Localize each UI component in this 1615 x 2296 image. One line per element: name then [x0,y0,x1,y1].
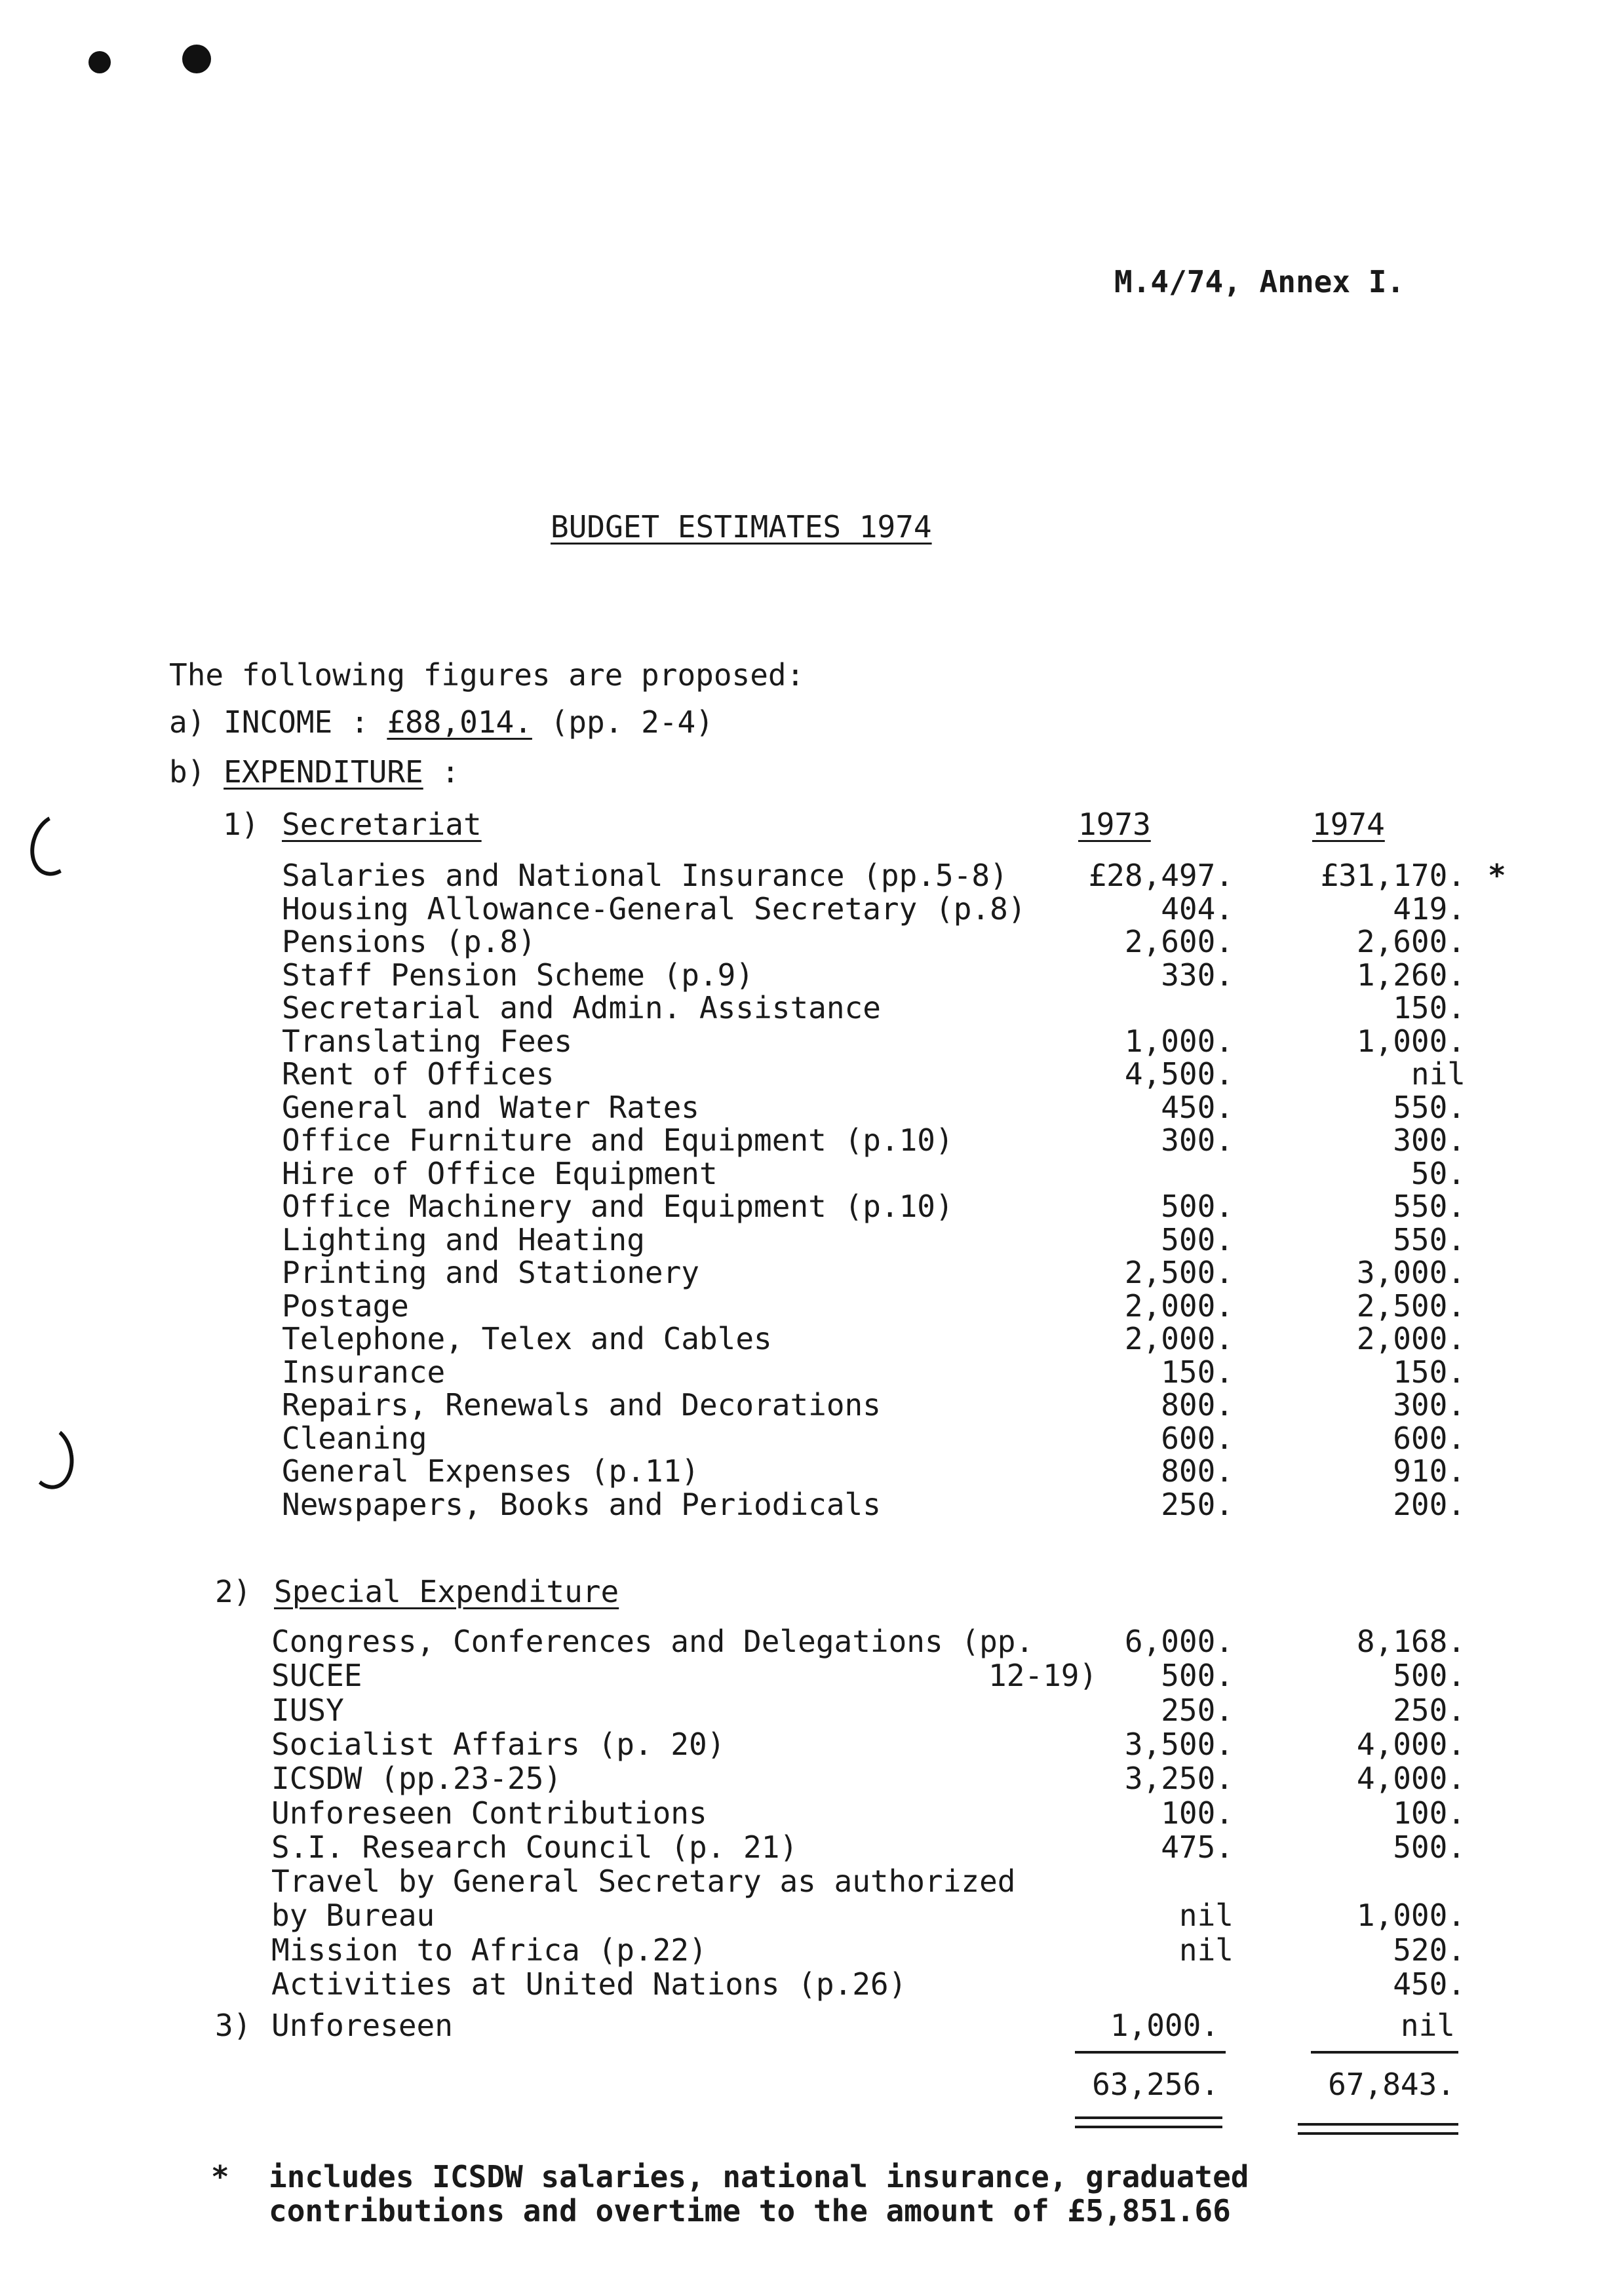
income-amount: £88,014. [387,704,532,740]
row-label: Pensions (p.8) [282,924,536,959]
subtotal-rule-1973 [1075,2051,1226,2054]
secretariat-heading: Secretariat [282,807,482,842]
row-value-1973: 2,000. [1124,1288,1234,1324]
expenditure-suffix: : [423,754,460,790]
special-heading: Special Expenditure [274,1574,619,1609]
row-value-1973: 100. [1161,1795,1234,1831]
row-value-1974: 100. [1393,1795,1466,1831]
row-value-1973: 330. [1161,957,1234,993]
row-value-1973: nil [1178,1932,1234,1968]
column-header-1974: 1974 [1312,807,1385,842]
row-value-1973: 600. [1161,1420,1234,1456]
document-reference: M.4/74, Annex I. [1114,264,1405,299]
row-label: Cleaning [282,1420,427,1456]
row-label: Housing Allowance-General Secretary (p.8) [282,890,1026,927]
row-label: IUSY [271,1692,344,1728]
footnote-mark: * [211,2159,229,2194]
row-value-1973: 3,250. [1124,1761,1234,1797]
row-value-1974: 250. [1393,1692,1466,1728]
row-value-1974: nil [1411,1056,1466,1092]
row-value-1974: 550. [1393,1089,1466,1125]
total-double-rule-1974-b [1298,2132,1458,2135]
secretariat-number: 1) [223,807,260,842]
punch-hole-left [88,51,111,73]
row-value-1974: 200. [1393,1486,1466,1522]
row-value-1973: 500. [1161,1189,1234,1224]
row-value-1974: 1,000. [1356,1023,1466,1059]
row-value-1973: 6,000. [1124,1624,1234,1659]
row-label: Hire of Office Equipment [282,1155,718,1191]
income-pages: (pp. 2-4) [532,704,714,740]
row-label: Repairs, Renewals and Decorations [282,1387,881,1423]
row-value-1973: 250. [1161,1692,1234,1728]
row-value-1973: 475. [1161,1829,1234,1865]
row-value-1973: 2,600. [1124,924,1234,959]
row-value-1974: 4,000. [1356,1761,1466,1797]
row-value-1974: 3,000. [1356,1255,1466,1290]
binder-hole-bottom [21,1421,79,1493]
row-label: Lighting and Heating [282,1221,645,1257]
row-value-1973: 3,500. [1124,1726,1234,1762]
row-label: Mission to Africa (p.22) [271,1932,707,1968]
row-note-mark: * [1488,858,1506,893]
row-value-1974: 550. [1393,1221,1466,1257]
row-label: Staff Pension Scheme (p.9) [282,957,754,993]
footnote-line-2: contributions and overtime to the amount of £5,851.66 [269,2193,1231,2229]
row-value-1974: 1,000. [1356,1898,1466,1934]
total-1973: 63,256. [1092,2067,1219,2102]
row-label: Rent of Offices [282,1056,555,1092]
row-label: Activities at United Nations (p.26) [271,1966,907,2002]
row-value-1973: 500. [1161,1658,1234,1694]
unforeseen-number: 3) [215,2008,252,2043]
row-value-1973: 250. [1161,1486,1234,1522]
row-value-1973: 500. [1161,1221,1234,1257]
row-value-1974: 8,168. [1356,1624,1466,1659]
row-value-1974: 300. [1393,1122,1466,1158]
row-label: S.I. Research Council (p. 21) [271,1829,798,1865]
row-value-1973: 404. [1161,890,1234,927]
row-label: General Expenses (p.11) [282,1453,699,1489]
unforeseen-1973: 1,000. [1110,2008,1219,2043]
row-label: Insurance [282,1354,446,1390]
row-value-1974: 150. [1393,1354,1466,1390]
row-label: General and Water Rates [282,1089,699,1125]
row-label: SUCEE [271,1658,362,1694]
row-label: Office Machinery and Equipment (p.10) [282,1189,954,1224]
row-value-1974: 50. [1411,1155,1466,1191]
row-value-1973: nil [1178,1898,1234,1934]
row-value-1974: 300. [1393,1387,1466,1423]
row-pages: 12-19) [988,1658,1098,1694]
row-label: by Bureau [271,1898,435,1934]
row-value-1973: 300. [1161,1122,1234,1158]
unforeseen-label: Unforeseen [271,2008,453,2043]
row-value-1973: 1,000. [1124,1023,1234,1059]
row-value-1974: 2,600. [1356,924,1466,959]
intro-text: The following figures are proposed: [169,657,805,693]
row-value-1974: 419. [1393,890,1466,927]
binder-hole-top [22,807,88,883]
row-value-1974: 550. [1393,1189,1466,1224]
special-number: 2) [215,1574,252,1609]
row-label: Unforeseen Contributions [271,1795,707,1831]
expenditure-prefix: b) [169,754,224,790]
row-label: Printing and Stationery [282,1255,699,1290]
document-title: BUDGET ESTIMATES 1974 [551,509,932,545]
row-value-1974: £31,170. [1320,858,1466,893]
row-value-1974: 500. [1393,1658,1466,1694]
subtotal-rule-1974 [1311,2051,1458,2054]
row-label: Travel by General Secretary as authorized [271,1864,1016,1900]
row-label: Congress, Conferences and Delegations (pp. [271,1624,1034,1659]
row-label: Translating Fees [282,1023,573,1059]
total-double-rule-1974-a [1298,2123,1458,2126]
row-label: Newspapers, Books and Periodicals [282,1486,881,1522]
row-value-1973: 4,500. [1124,1056,1234,1092]
row-value-1974: 910. [1393,1453,1466,1489]
row-value-1974: 1,260. [1356,957,1466,993]
row-value-1973: £28,497. [1088,858,1234,893]
row-label: Telephone, Telex and Cables [282,1321,772,1356]
row-value-1974: 520. [1393,1932,1466,1968]
row-value-1974: 450. [1393,1966,1466,2002]
row-value-1974: 600. [1393,1420,1466,1456]
row-value-1973: 2,000. [1124,1321,1234,1356]
punch-hole-right [182,45,211,73]
row-value-1973: 2,500. [1124,1255,1234,1290]
row-label: Postage [282,1288,409,1324]
row-value-1974: 2,000. [1356,1321,1466,1356]
total-double-rule-1973-a [1075,2116,1222,2119]
expenditure-heading [169,755,459,789]
row-label: Salaries and National Insurance (pp.5-8) [282,858,1008,893]
row-value-1974: 2,500. [1356,1288,1466,1324]
row-value-1974: 4,000. [1356,1726,1466,1762]
income-prefix: a) INCOME : [169,704,387,740]
expenditure-label: EXPENDITURE [224,754,423,790]
unforeseen-1974: nil [1400,2008,1455,2043]
total-1974: 67,843. [1328,2067,1455,2102]
row-value-1973: 450. [1161,1089,1234,1125]
row-value-1973: 150. [1161,1354,1234,1390]
row-label: Secretarial and Admin. Assistance [282,990,881,1025]
row-value-1973: 800. [1161,1387,1234,1423]
total-double-rule-1973-b [1075,2126,1222,2128]
row-value-1974: 500. [1393,1829,1466,1865]
column-header-1973: 1973 [1078,807,1151,842]
row-value-1973: 800. [1161,1453,1234,1489]
row-value-1974: 150. [1393,990,1466,1025]
income-line [169,705,714,739]
row-label: Socialist Affairs (p. 20) [271,1726,726,1762]
row-label: ICSDW (pp.23-25) [271,1761,562,1797]
footnote-line-1: includes ICSDW salaries, national insurance, graduated [269,2159,1249,2194]
row-label: Office Furniture and Equipment (p.10) [282,1122,954,1158]
